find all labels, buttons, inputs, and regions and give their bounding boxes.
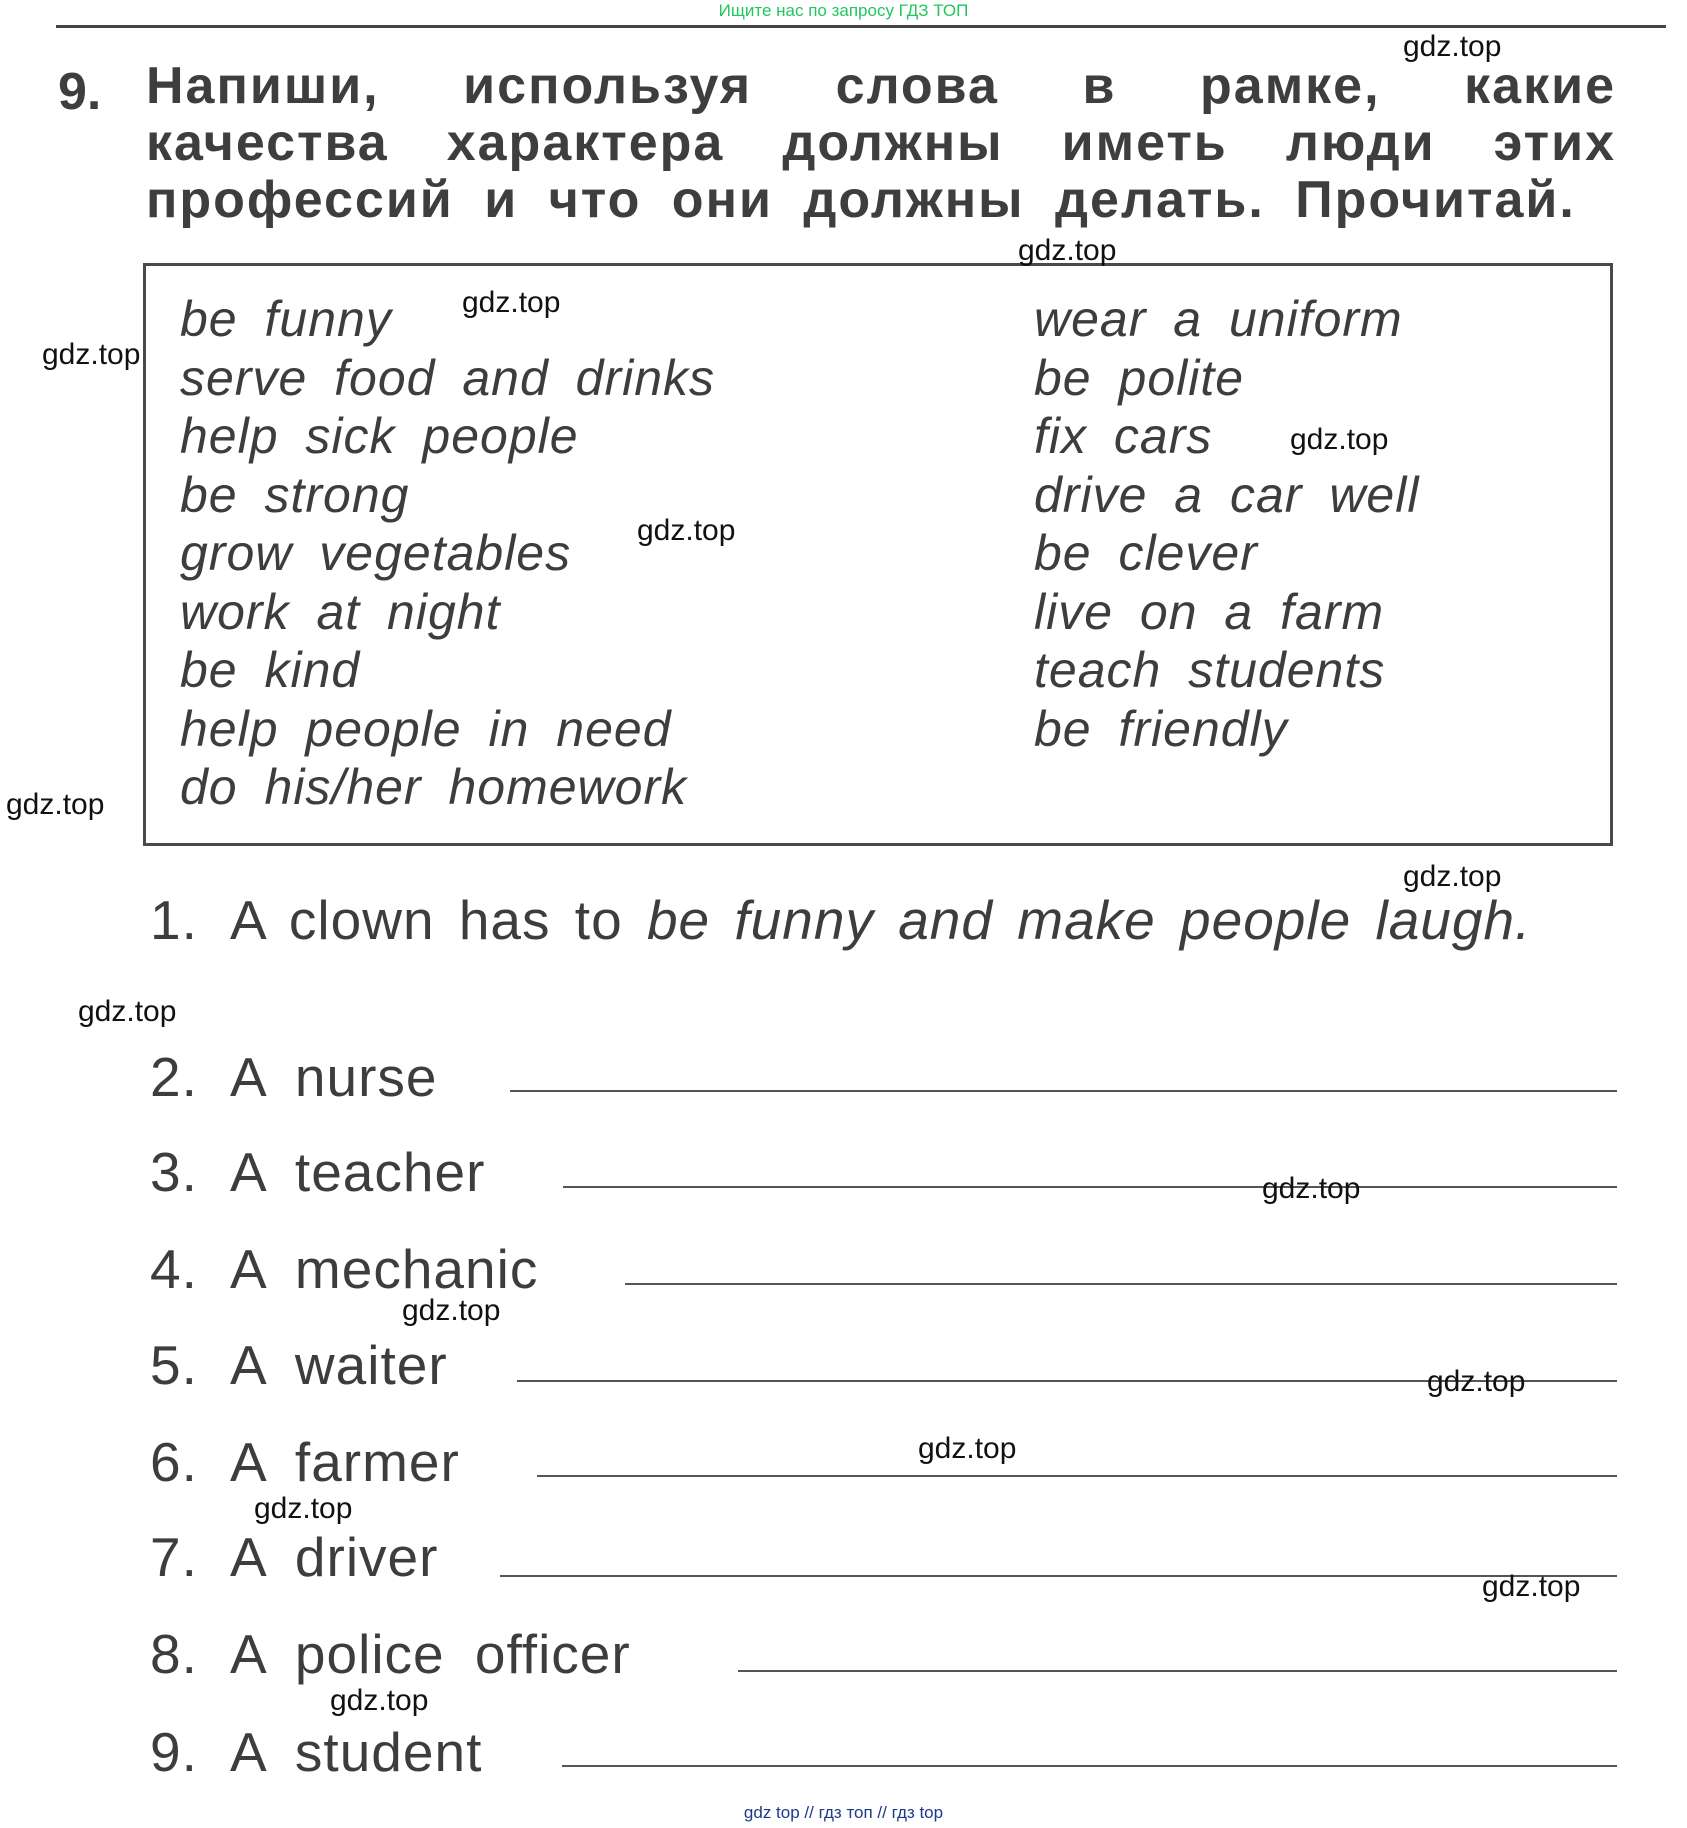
exercise-item xyxy=(150,1622,631,1686)
watermark: gdz.top xyxy=(1262,1172,1361,1205)
item-text: A waiter xyxy=(230,1334,448,1396)
example-prefix: A clown has to xyxy=(230,889,623,951)
item-number: 8. xyxy=(150,1623,198,1685)
watermark: gdz.top xyxy=(1403,30,1502,63)
item-text: A mechanic xyxy=(230,1238,539,1300)
item-text: A police officer xyxy=(230,1623,631,1685)
phrase: live on a farm xyxy=(1034,583,1385,640)
answer-line[interactable] xyxy=(738,1670,1617,1672)
answer-line[interactable] xyxy=(510,1090,1617,1092)
watermark: gdz.top xyxy=(6,788,105,821)
phrase: be kind xyxy=(180,642,361,698)
task-instruction: Напиши, используя слова в рамке, какие качества характера должны иметь люди этих профессий и что они должны делать. Прочитай. xyxy=(146,57,1616,229)
watermark: gdz.top xyxy=(637,514,736,547)
item-number: 9. xyxy=(150,1721,198,1783)
item-number: 3. xyxy=(150,1141,198,1203)
exercise-item xyxy=(150,1720,482,1784)
word-box-left-column xyxy=(180,290,715,817)
exercise-item xyxy=(150,1140,485,1204)
exercise-item xyxy=(150,1525,438,1589)
exercise-item xyxy=(150,1237,538,1301)
item-text: A teacher xyxy=(230,1141,486,1203)
watermark: gdz.top xyxy=(1018,234,1117,267)
answer-line[interactable] xyxy=(625,1283,1617,1285)
watermark: gdz.top xyxy=(1427,1365,1526,1398)
phrase: grow vegetables xyxy=(180,525,572,581)
example-number: 1. xyxy=(150,889,198,951)
exercise-item xyxy=(150,1430,460,1494)
answer-line[interactable] xyxy=(537,1475,1617,1477)
exercise-item xyxy=(150,1333,448,1397)
answer-line[interactable] xyxy=(500,1575,1617,1577)
item-number: 2. xyxy=(150,1046,198,1108)
watermark: gdz.top xyxy=(1482,1570,1581,1603)
phrase: be funny xyxy=(180,291,392,347)
phrase: do his/her homework xyxy=(180,759,688,815)
phrase: drive a car well xyxy=(1034,466,1420,523)
phrase: be polite xyxy=(1034,349,1245,406)
item-text: A student xyxy=(230,1721,483,1783)
item-text: A farmer xyxy=(230,1431,460,1493)
watermark: gdz.top xyxy=(1403,860,1502,893)
watermark: gdz.top xyxy=(402,1294,501,1327)
phrase: help people in need xyxy=(180,700,672,757)
phrase: work at night xyxy=(180,583,501,640)
watermark: gdz.top xyxy=(918,1432,1017,1465)
word-box-right-column xyxy=(1034,290,1419,758)
phrase: serve food and drinks xyxy=(180,349,716,406)
watermark: gdz.top xyxy=(1290,423,1389,456)
watermark: gdz.top xyxy=(330,1684,429,1717)
item-number: 4. xyxy=(150,1238,198,1300)
answer-line[interactable] xyxy=(562,1765,1617,1767)
top-banner[interactable]: Ищите нас по запросу ГДЗ ТОП xyxy=(718,1,969,20)
exercise-item xyxy=(150,1045,438,1109)
example-answer: be funny and make people laugh. xyxy=(646,889,1532,951)
phrase: help sick people xyxy=(180,408,579,464)
phrase: be friendly xyxy=(1034,700,1288,757)
task-number: 9. xyxy=(58,63,102,121)
item-text: A nurse xyxy=(230,1046,438,1108)
answer-line[interactable] xyxy=(563,1186,1617,1188)
item-text: A driver xyxy=(230,1526,439,1588)
item-number: 7. xyxy=(150,1526,198,1588)
footer-links[interactable]: gdz top // гдз топ // гдз top xyxy=(743,1803,944,1822)
watermark: gdz.top xyxy=(42,338,141,371)
phrase: be strong xyxy=(180,466,410,523)
watermark: gdz.top xyxy=(78,995,177,1028)
phrase: fix cars xyxy=(1034,408,1213,464)
watermark: gdz.top xyxy=(254,1492,353,1525)
phrase: teach students xyxy=(1034,642,1386,698)
watermark: gdz.top xyxy=(462,286,561,319)
phrase: be clever xyxy=(1034,525,1258,581)
item-number: 6. xyxy=(150,1431,198,1493)
item-number: 5. xyxy=(150,1334,198,1396)
top-divider xyxy=(56,25,1666,28)
phrase: wear a uniform xyxy=(1034,291,1403,347)
